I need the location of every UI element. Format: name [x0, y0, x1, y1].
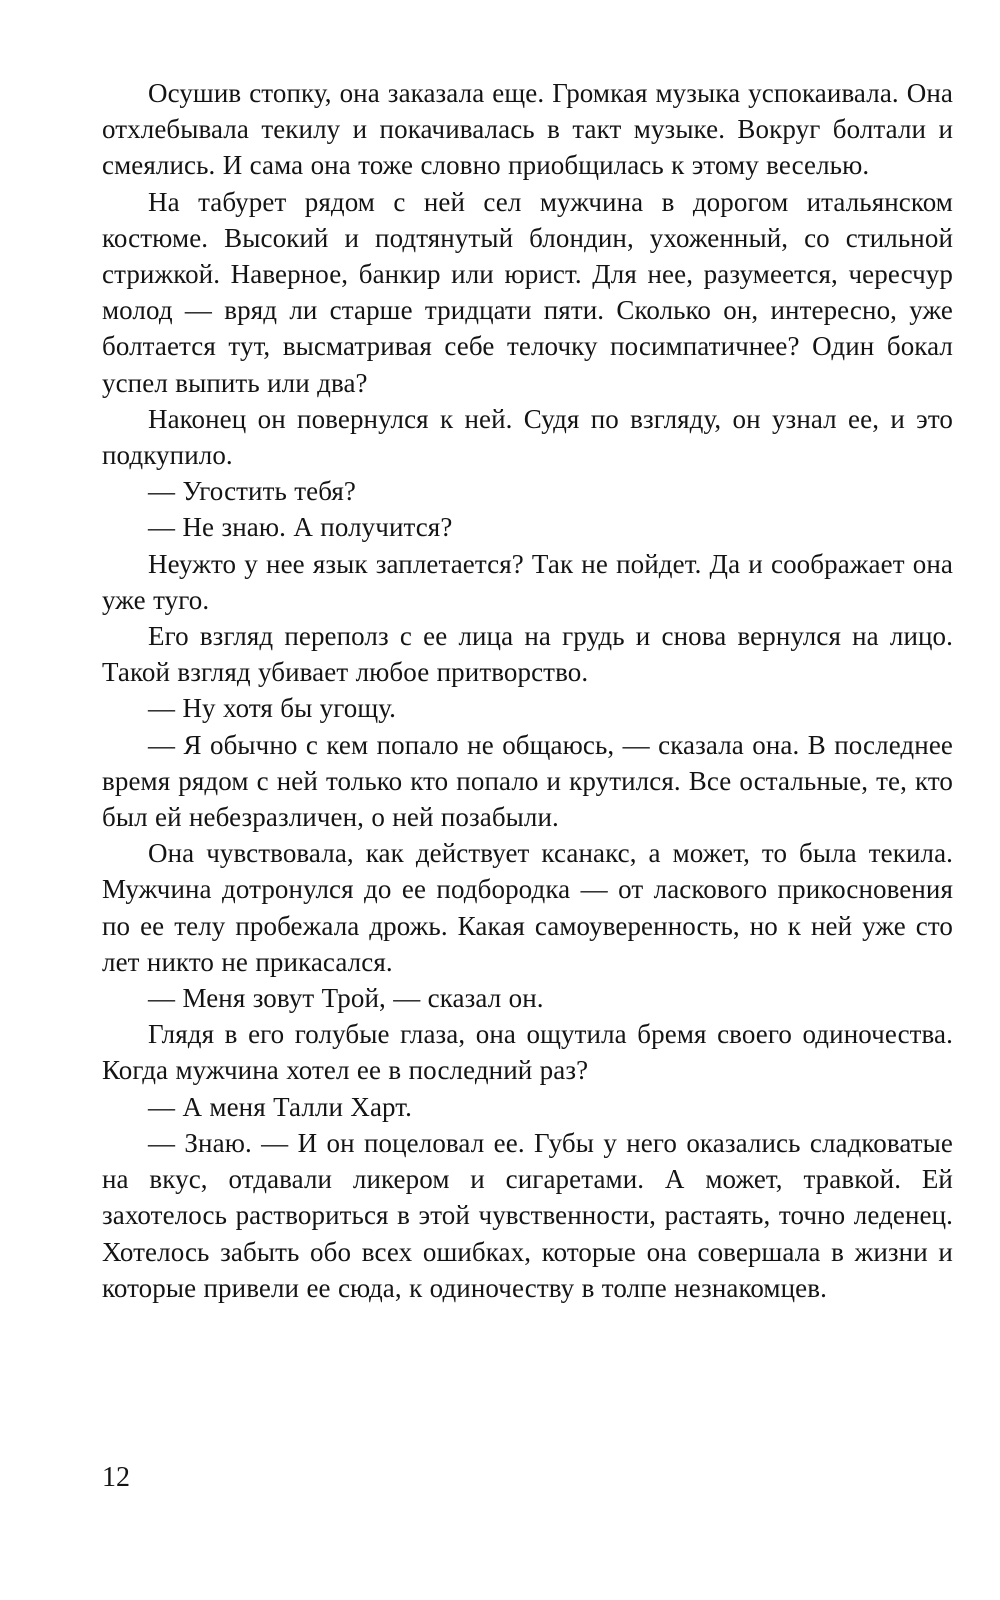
dialogue-line: — Знаю. — И он поцеловал ее. Губы у него оказались сладковатые на вкус, отдавали ликером и сигаретами. А может, травкой. Ей захотелось раствориться в этой чувственности, растаять, точно леденец. Хотелось забыть обо всех ошибках, которые она совершала в жизни и которые привели ее сюда, к одиночеству в толпе незнакомцев. — [102, 1127, 953, 1303]
dialogue-line: — Угостить тебя? — [148, 476, 357, 507]
paragraph: Она чувствовала, как действует ксанакс, а может, то была текила. Мужчина дотронулся до ее подбородка — от ласкового прикосновения по ее телу пробежала дрожь. Какая самоуверенность, но к ней уже сто лет никто не прикасался. — [102, 838, 953, 977]
paragraph: Наконец он повернулся к ней. Судя по взгляду, он узнал ее, и это подкупило. — [102, 403, 953, 471]
paragraph: Его взгляд переполз с ее лица на грудь и снова вернулся на лицо. Такой взгляд убивает любое притворство. — [102, 621, 953, 688]
paragraph: Глядя в его голубые глаза, она ощутила бремя своего одиночества. Когда мужчина хотел ее в последний раз? — [102, 1019, 953, 1086]
dialogue-line: — Ну хотя бы угощу. — [148, 693, 396, 724]
dialogue-line: — Я обычно с кем попало не общаюсь, — сказала она. В последнее время рядом с ней только кто попало и крутился. Все остальные, те, кто был ей небезразличен, о ней позабыли. — [102, 729, 953, 833]
dialogue-line: — Не знаю. А получится? — [148, 512, 453, 543]
page-number: 12 — [102, 1462, 130, 1493]
paragraph: На табурет рядом с ней сел мужчина в дорогом итальянском костюме. Высокий и подтянутый блондин, ухоженный, со стильной стрижкой. Наверное, банкир или юрист. Для нее, разумеется, чересчур молод — вряд ли старше тридцати пяти. Сколько он, интересно, уже болтается тут, высматривая себе телочку посимпатичнее? Один бокал успел выпить или два? — [102, 186, 953, 398]
dialogue-line: — Меня зовут Трой, — сказал он. — [148, 983, 544, 1014]
body-text — [102, 75, 953, 1306]
paragraph: Неужто у нее язык заплетается? Так не пойдет. Да и соображает она уже туго. — [102, 548, 953, 615]
dialogue-line: — А меня Талли Харт. — [148, 1091, 413, 1122]
paragraph: Осушив стопку, она заказала еще. Громкая музыка успокаивала. Она отхлебывала текилу и покачивалась в такт музыке. Вокруг болтали и смеялись. И сама она тоже словно приобщилась к этому веселью. — [102, 78, 953, 181]
